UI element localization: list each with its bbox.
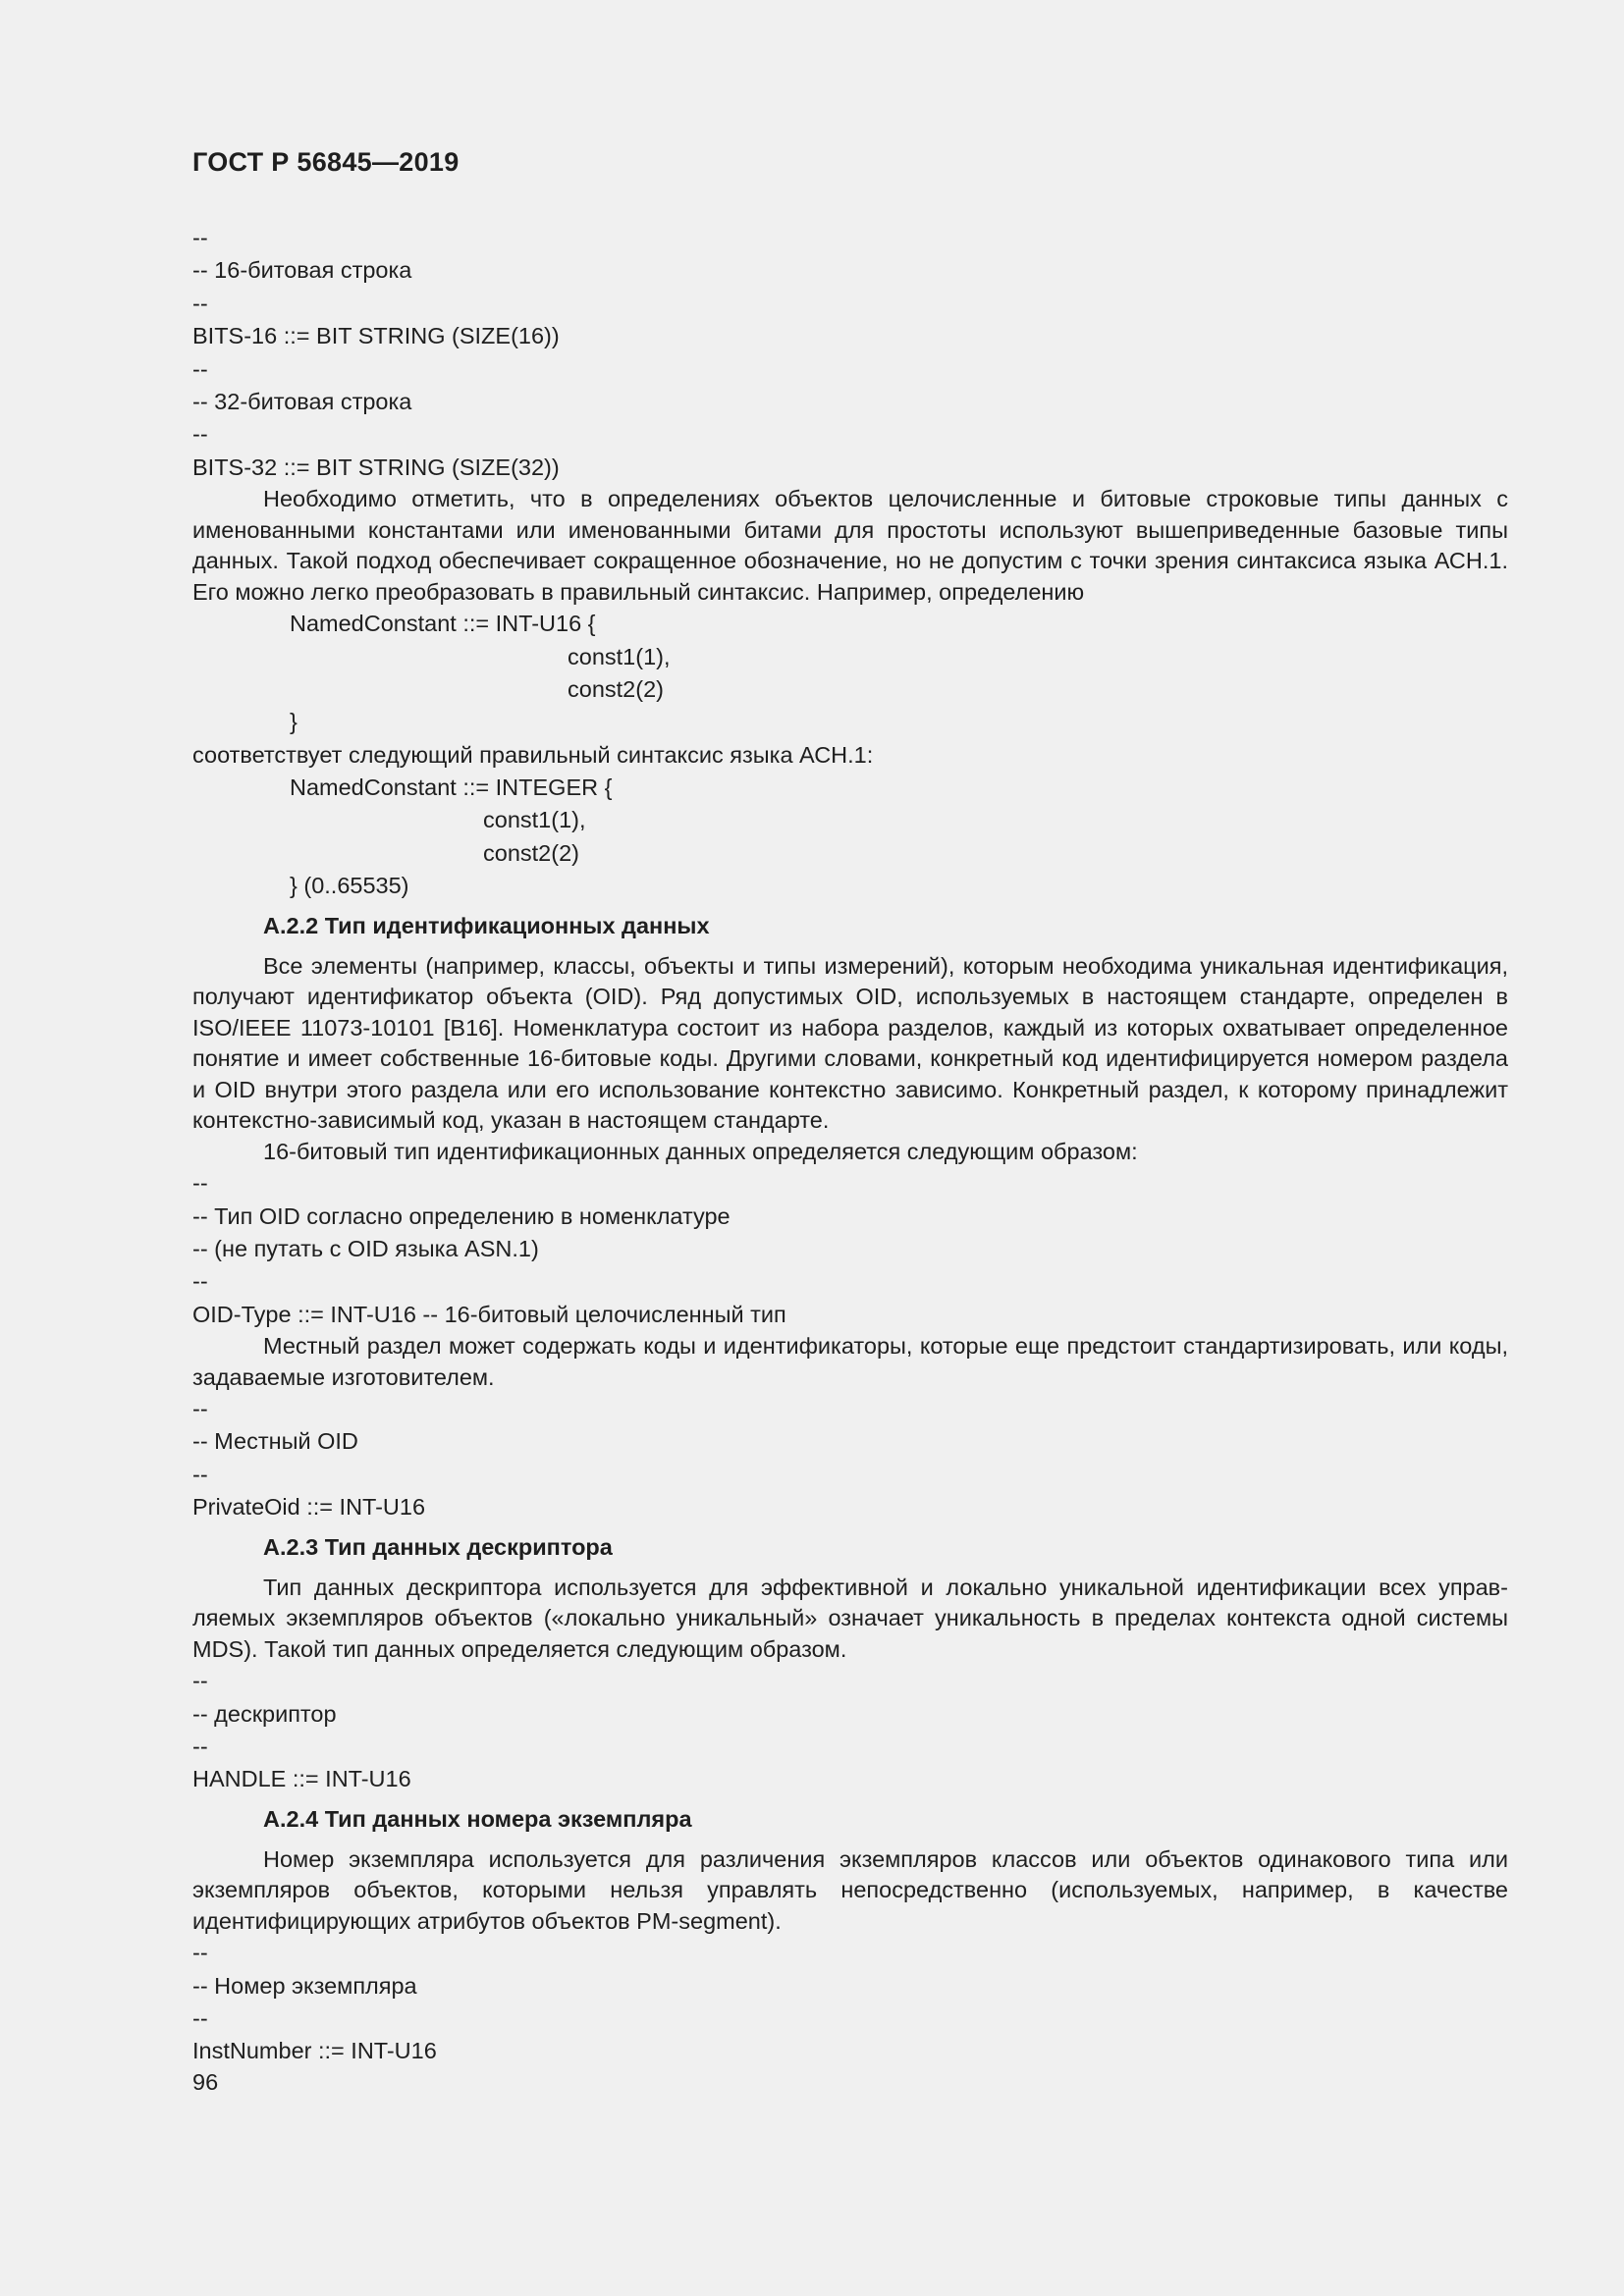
code-block-integer <box>192 772 1508 903</box>
section-heading-a24: A.2.4 Тип данных номера экземпляра <box>263 1805 692 1832</box>
code-line: -- Тип OID согласно определению в номенклатуре <box>192 1202 731 1229</box>
code-line: -- (не путать с OID языка ASN.1) <box>192 1235 539 1261</box>
code-line: const1(1), <box>568 643 671 669</box>
code-line: NamedConstant ::= INT-U16 { <box>290 611 596 637</box>
code-line: const2(2) <box>568 675 664 702</box>
code-block-oid-type <box>192 1167 1508 1331</box>
paragraph-corresponds: соответствует следующий правильный синтаксис языка АСН.1: <box>192 741 874 768</box>
code-line: PrivateOid ::= INT-U16 <box>192 1494 426 1521</box>
code-line: BITS-32 ::= BIT STRING (SIZE(32)) <box>192 454 560 480</box>
code-block-private-oid <box>192 1393 1508 1524</box>
document-header: ГОСТ Р 56845—2019 <box>192 147 460 177</box>
code-line: -- <box>192 225 208 250</box>
code-line: const2(2) <box>483 839 579 866</box>
section-heading-a22: A.2.2 Тип идентификационных данных <box>263 912 710 938</box>
code-line: const1(1), <box>483 807 586 833</box>
code-line: -- дескриптор <box>192 1700 337 1727</box>
code-line: -- 32-битовая строка <box>192 388 412 414</box>
code-line: -- <box>192 355 208 382</box>
code-line: } (0..65535) <box>290 873 409 899</box>
code-line: -- <box>192 290 208 316</box>
code-line: InstNumber ::= INT-U16 <box>192 2038 437 2064</box>
code-block-bits <box>192 222 1508 484</box>
code-line: -- Местный OID <box>192 1428 358 1455</box>
code-block-handle <box>192 1665 1508 1796</box>
code-line: -- <box>192 1268 208 1295</box>
paragraph: Номер экземпляра используется для различения экземпляров классов или объектов одинакового типа или экземпляров объектов, которыми нельзя управлять непосредственно (используемых, например, в качестве идентифицирующих атрибутов объектов PM-segment). <box>192 1845 1508 1934</box>
code-line: -- <box>192 2005 208 2031</box>
code-line: BITS-16 ::= BIT STRING (SIZE(16)) <box>192 323 560 349</box>
code-line: -- <box>192 1461 208 1487</box>
code-line: OID-Type ::= INT-U16 -- 16-битовый целочисленный тип <box>192 1301 786 1327</box>
code-block-inst-number <box>192 1937 1508 2068</box>
paragraph-note: Необходимо отметить, что в определениях объектов целочисленные и битовые строковые типы данных с именованными константами или именованными битами для простоты используют вышеприведенные базовые типы данных. Такой подход обеспечивает сокращенное обозначение, но не допустим с точки зрения синтаксиса языка АСН.1. Его можно легко преобразовать в правильный синтаксис. Например, определению <box>192 486 1508 605</box>
section-heading-a23: A.2.3 Тип данных дескриптора <box>263 1533 613 1560</box>
paragraph: 16-битовый тип идентификационных данных определяется следующим образом: <box>263 1138 1138 1164</box>
code-line: HANDLE ::= INT-U16 <box>192 1766 411 1792</box>
page-content <box>192 222 1508 2068</box>
code-line: -- <box>192 1668 208 1694</box>
code-line: NamedConstant ::= INTEGER { <box>290 774 613 801</box>
code-line: -- 16-битовая строка <box>192 257 412 284</box>
paragraph: Местный раздел может содержать коды и идентификаторы, которые еще предстоит стандартизировать, или коды, задаваемые изготовителем. <box>192 1333 1508 1390</box>
code-line: -- <box>192 1940 208 1966</box>
code-line: -- <box>192 421 208 448</box>
paragraph: Тип данных дескриптора используется для эффективной и локально уникальной идентификации всех управляемых экземпляров объектов («локально уникальный» означает уникальность в пределах контекста одной системы MDS). Такой тип данных определяется следующим образом. <box>192 1574 1508 1662</box>
page-number: 96 <box>192 2069 219 2095</box>
code-line: -- <box>192 1170 208 1197</box>
code-line: } <box>290 709 298 735</box>
code-line: -- <box>192 1733 208 1759</box>
code-block-named-constant <box>192 608 1508 739</box>
code-line: -- <box>192 1396 208 1422</box>
paragraph: Все элементы (например, классы, объекты и типы измерений), которым необходима уникальная идентификация, получают идентификатор объекта (OID). Ряд допустимых OID, используемых в настоящем стандарте, определен в ISO/IEEE 11073-10101 [В16]. Номенклатура состоит из набора разделов, каждый из которых охватывает определенное понятие и имеет собственные 16-битовые коды. Другими словами, конкретный код идентифицируется номером раздела и OID внутри этого раздела или его использование контекстно зависимо. Конкретный раздел, к которому принадлежит контекстно-зависимый код, указан в настоящем стандарте. <box>192 952 1508 1134</box>
code-line: -- Номер экземпляра <box>192 1972 417 1999</box>
